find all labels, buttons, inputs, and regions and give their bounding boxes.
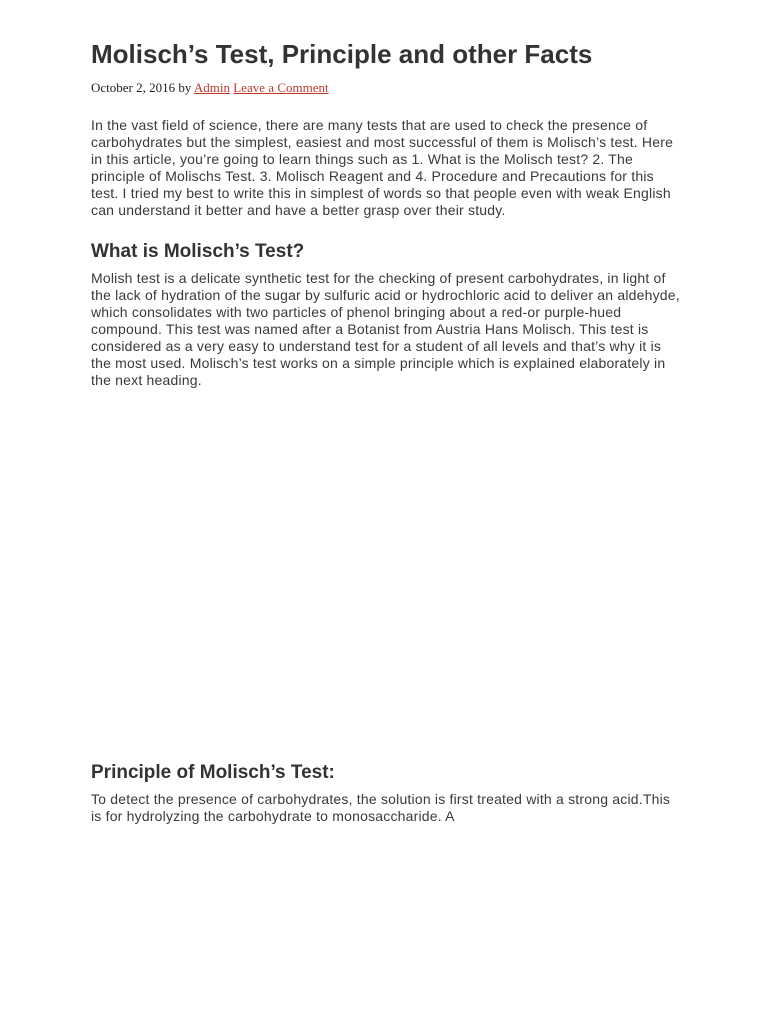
section-heading-principle: Principle of Molisch’s Test: [91, 762, 335, 783]
author-link[interactable]: Admin [193, 80, 231, 95]
post-date: October 2, 2016 [91, 80, 176, 95]
post-by: by [178, 80, 192, 95]
section-paragraph-principle: To detect the presence of carbohydrates, the solution is first treated with a strong acid.This is for hydrolyzing the carbohydrate to monosaccharide. A [91, 791, 671, 824]
post-title: Molisch’s Test, Principle and other Facts [91, 39, 593, 69]
section-heading-what-is: What is Molisch’s Test? [91, 241, 305, 262]
post-meta [91, 80, 768, 96]
blank-space [91, 389, 681, 761]
intro-paragraph: In the vast field of science, there are many tests that are used to check the presence of carbohydrates but the simplest, easiest and most successful of them is Molisch’s test. Here in this article, you’re going to learn things such as 1. What is the Molisch test? 2. The principle of Molischs Test. 3. Molisch Reagent and 4. Procedure and Precautions for this test. I tried my best to write this in simplest of words so that people even with weak English can understand it better and have a better grasp over their study. [91, 117, 674, 218]
leave-comment-link[interactable]: Leave a Comment [233, 80, 329, 95]
section-paragraph-what-is: Molish test is a delicate synthetic test for the checking of present carbohydrates, in light of the lack of hydration of the sugar by sulfuric acid or hydrochloric acid to deliver an aldehyde, which consolidates with two particles of phenol bringing about a red-or purple-hued compound. This test was named after a Botanist from Austria Hans Molisch. This test is considered as a very easy to understand test for a student of all levels and that’s why it is the most used. Molisch’s test works on a simple principle which is explained elaborately in the next heading. [91, 270, 680, 388]
